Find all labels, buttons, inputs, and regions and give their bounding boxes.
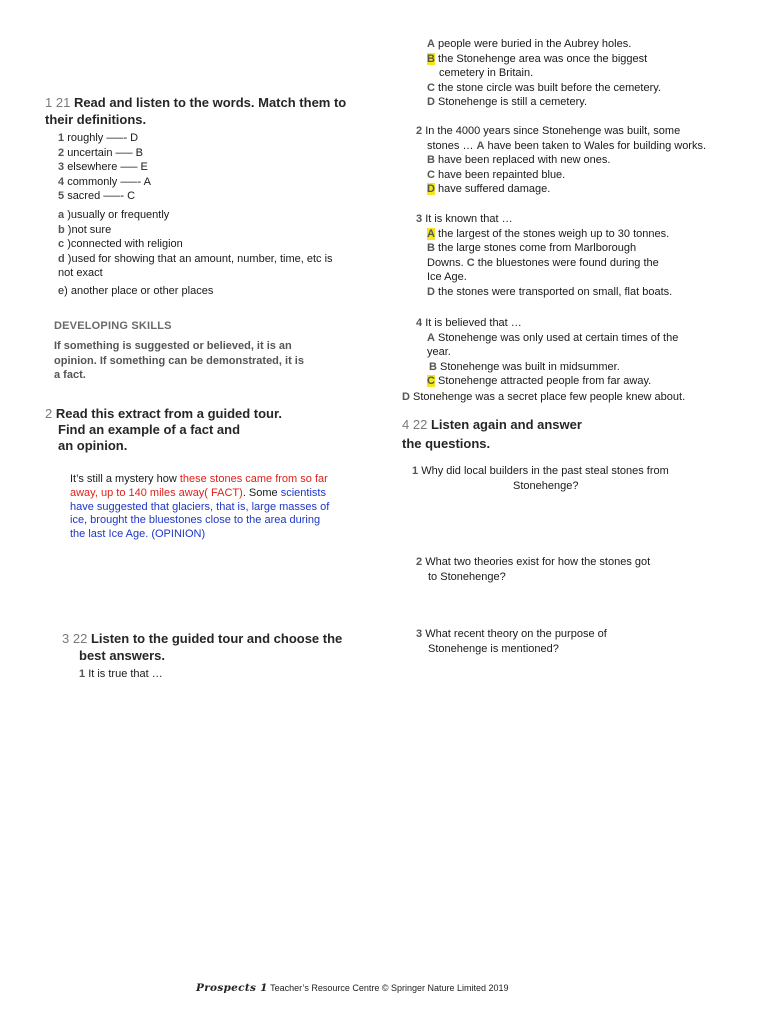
word-pair: 3 elsewhere –— E <box>58 161 148 173</box>
question-2: 2 In the 4000 years since Stonehenge was built, some stones … A have been taken to Wales for building works. B have been replaced with new ones. C have been repainted blue. D have suffered damage. <box>416 125 707 195</box>
exercise-number: 1 21 <box>45 95 71 110</box>
exercise-4-heading: 4 22 Listen again and answer <box>402 417 582 432</box>
developing-skills-text: If something is suggested or believed, it is an opinion. If something can be demonstrated, it is a fact. <box>54 340 304 381</box>
word-pair: 2 uncertain –— B <box>58 146 144 159</box>
opinion-text: ice, brought the bluestones close to the area during <box>70 514 321 527</box>
question-1-options: A people were buried in the Aubrey holes. B the Stonehenge area was once the biggest cemetery in Britain. C the stone circle was built before the cemetery. D Stonehenge is still a cemetery. <box>427 38 661 108</box>
exercise-number: 2 <box>45 406 53 421</box>
definition-item: d )used for showing that an amount, number, time, etc is <box>58 252 333 265</box>
word-pair: 5 sacred –—- C <box>58 190 136 202</box>
exercise-2-heading-line3: an opinion. <box>58 438 128 453</box>
page-footer <box>196 982 509 994</box>
opinion-text: have suggested that glaciers, that is, large masses of <box>70 500 330 513</box>
exercise-4-heading-line2: the questions. <box>402 436 491 451</box>
opinion-text: scientists <box>280 486 326 499</box>
option-b: B the Stonehenge area was once the biggest <box>427 52 648 65</box>
question-4-option-d: D Stonehenge was a secret place few people knew about. <box>402 391 686 403</box>
exercise-2-heading: 2 Read this extract from a guided tour. <box>45 406 282 421</box>
prospects-logo: Prospects 1 <box>196 982 268 994</box>
ex4-question-2: 2 What two theories exist for how the stones got to Stonehenge? <box>416 556 651 583</box>
option-a: A people were buried in the Aubrey holes. <box>427 38 632 50</box>
definition-list <box>58 208 333 298</box>
fact-text: away, up to 140 miles away( FACT) <box>70 486 243 499</box>
opinion-text: the last Ice Age. (OPINION) <box>70 528 206 541</box>
highlighted-answer: A <box>427 227 435 240</box>
question-3: 3 It is known that … A the largest of the stones weigh up to 30 tonnes. B the large stones come from Marlborough Downs. C the bluestones were found during the Ice Age. D the stones were transported on small, flat boats. <box>416 213 673 298</box>
ex4-question-3: 3 What recent theory on the purpose of Stonehenge is mentioned? <box>416 628 607 655</box>
footer-copyright: Teacher’s Resource Centre © Springer Nature Limited 2019 <box>270 983 509 993</box>
exercise-3-heading-line2: best answers. <box>79 648 165 663</box>
exercise-1-heading-line2: their definitions. <box>45 112 147 127</box>
definition-item: not exact <box>58 267 103 279</box>
definition-item: c )connected with religion <box>58 238 183 250</box>
exercise-number: 4 22 <box>402 417 428 432</box>
exercise-3-heading: 3 22 Listen to the guided tour and choose the <box>62 631 343 646</box>
highlighted-answer: B <box>427 52 435 65</box>
fact-text: these stones came from so far <box>179 473 328 485</box>
ex4-question-1: 1 Why did local builders in the past steal stones from Stonehenge? <box>412 465 669 492</box>
word-pair: 1 roughly –—- D <box>58 132 139 144</box>
option-d: D Stonehenge is still a cemetery. <box>427 96 587 108</box>
option-c: C the stone circle was built before the cemetery. <box>427 81 661 94</box>
definition-item: e) another place or other places <box>58 284 214 297</box>
question-4: 4 It is believed that … A Stonehenge was only used at certain times of the year. B Stonehenge was built in midsummer. C Stonehenge attracted people from far away. <box>416 317 679 387</box>
definition-item: b )not sure <box>58 223 112 236</box>
exercise-number: 3 22 <box>62 631 88 646</box>
highlighted-answer: C <box>427 375 435 387</box>
tour-extract: It’s still a mystery how these stones came from so far away, up to 140 miles away( FACT). Some scientists have suggested that glaciers, that is, large masses of ice, brought the bluestones close to the area during the last Ice Age. (OPINION) <box>70 473 330 541</box>
exercise-1-heading <box>45 94 346 111</box>
question-1: 1 It is true that … <box>79 668 163 680</box>
developing-skills-title: DEVELOPING SKILLS <box>54 320 172 332</box>
definition-item: a )usually or frequently <box>58 209 170 221</box>
highlighted-answer: D <box>427 183 435 195</box>
word-list <box>58 131 151 204</box>
exercise-title: Read and listen to the words. Match them to <box>73 95 347 110</box>
word-pair: 4 commonly –—- A <box>58 175 151 188</box>
exercise-2-heading-line2: Find an example of a fact and <box>58 422 241 437</box>
